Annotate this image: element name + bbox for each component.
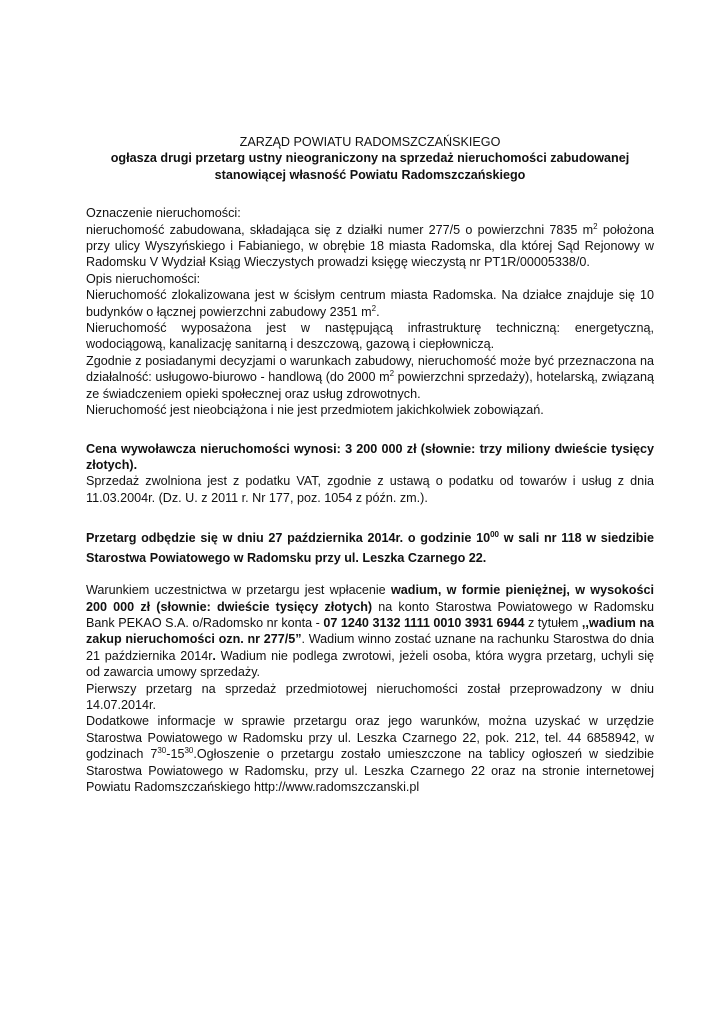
- announcement-title-line1: ogłasza drugi przetarg ustny nieograniczony na sprzedaż nieruchomości zabudowanej: [110, 151, 630, 166]
- vat-note: Sprzedaż zwolniona jest z podatku VAT, zgodnie z ustawą o podatku od towarów i usług z dnia 11.03.2004r. (Dz. U. z 2011 r. Nr 177, poz. 1054 z późn. zm.).: [86, 474, 654, 505]
- announcement-title-line2: stanowiącej własność Powiatu Radomszczańskiego: [214, 167, 526, 182]
- starting-price: Cena wywoławcza nieruchomości wynosi: 3 200 000 zł (słownie: trzy miliony dwieście tysięcy złotych).: [86, 441, 654, 472]
- additional-info: Dodatkowe informacje w sprawie przetargu oraz jego warunków, można uzyskać w urzędzie Starostwa Powiatowego w Radomsku przy ul. Leszka Czarnego 22, pok. 212, tel. 44 6858942, w godzinach $7^{30}-15^{30}.Ogłoszenie$ o przetargu zostało umieszczone na tablicy ogłoszeń w siedzibie Starostwa Powiatowego w Radomsku, przy ul. Leszka Czarnego 22 oraz na stronie internetowej Powiatu Radomszczańskiego http://www.radomszczanski.pl: [86, 714, 654, 794]
- designation-text: nieruchomość zabudowana, składająca się z działki numer 277/5 o powierzchni 7835 $m^2$ położona przy ulicy Wyszyńskiego i Fabianiego, w obrębie 18 miasta Radomska, dla której Sąd Rejonowy w Radomsku V Wydział Ksiąg Wieczystych prowadzi księgę wieczystą nr PT1R/00005338/0.: [86, 221, 654, 270]
- description-location: Nieruchomość zlokalizowana jest w ścisłym centrum miasta Radomska. Na działce znajduje się 10 budynków o łącznej powierzchni zabudowy 2351 $m^2$.: [86, 288, 654, 319]
- description-infrastructure: Nieruchomość wyposażona jest w następującą infrastrukturę techniczną: energetyczną, wodociągową, kanalizację sanitarną i deszczową, gazową i ciepłowniczą.: [86, 321, 654, 352]
- description-encumbrance: Nieruchomość jest nieobciążona i nie jest przedmiotem jakichkolwiek zobowiązań.: [86, 403, 544, 418]
- announcement-body: [86, 134, 654, 795]
- org-name: ZARZĄD POWIATU RADOMSZCZAŃSKIEGO: [239, 135, 501, 149]
- auction-date: Przetarg odbędzie się w dniu 27 października 2014r. o godzinie $10^{00}$ w sali nr 118 w siedzibie Starostwa Powiatowego w Radomsku przy ul. Leszka Czarnego 22.: [86, 529, 654, 566]
- designation-label: Oznaczenie nieruchomości:: [86, 206, 241, 221]
- first-auction-note: Pierwszy przetarg na sprzedaż przedmiotowej nieruchomości został przeprowadzony w dniu 14.07.2014r.: [86, 681, 654, 712]
- description-zoning: Zgodnie z posiadanymi decyzjami o warunkach zabudowy, nieruchomość może być przeznaczona na działalność: usługowo-biurowo - handlową (do 2000 $m^2$ powierzchni sprzedaży), hotelarską, związaną ze świadczeniem opieki społecznej oraz usług zdrowotnych.: [86, 353, 654, 401]
- description-label: Opis nieruchomości:: [86, 271, 201, 286]
- deposit-paragraph: Warunkiem uczestnictwa w przetargu jest wpłacenie wadium, w formie pieniężnej, w wysokości 200 000 zł (słownie: dwieście tysięcy złotych) na konto Starostwa Powiatowego w Radomsku Bank PEKAO S.A. o/Radomsko nr konta - 07 1240 3132 1111 0010 3931 6944 z tytułem ,,wadium na zakup nieruchomości ozn. nr 277/5”. Wadium winno zostać uznane na rachunku Starostwa do dnia 21 października 2014r. Wadium nie podlega zwrotowi, jeżeli osoba, która wygra przetarg, uchyli się od zawarcia umowy sprzedaży.: [86, 583, 655, 680]
